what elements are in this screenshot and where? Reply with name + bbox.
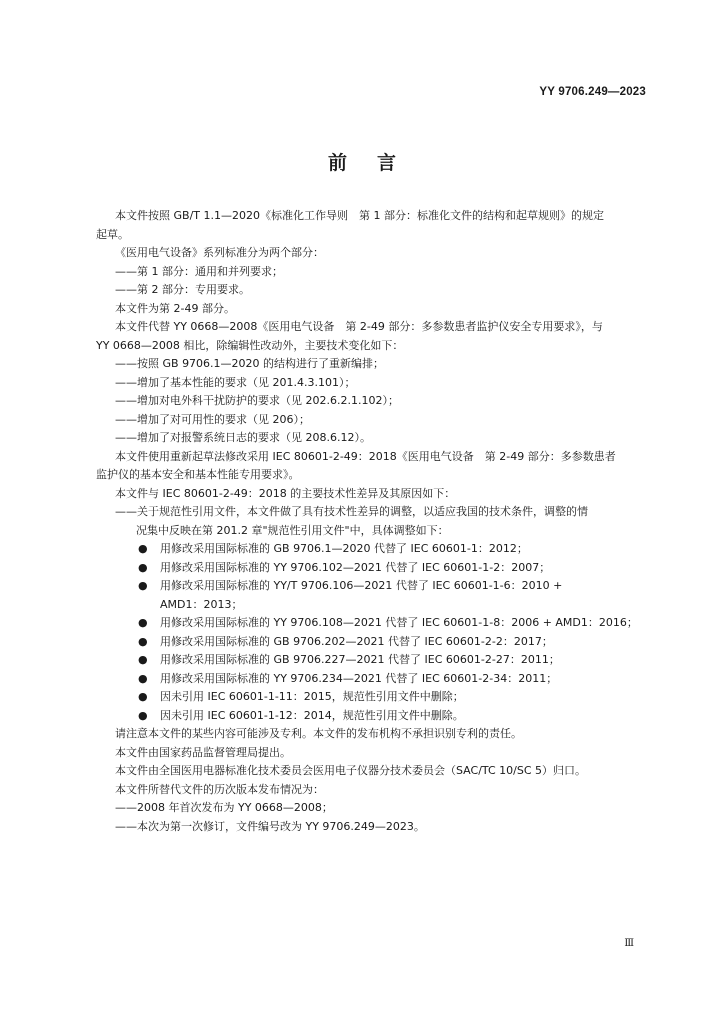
bullet-marker: ● [138, 542, 148, 555]
paragraph: 本文件按照 GB/T 1.1—2020《标准化工作导则 第 1 部分：标准化文件的结构和起草规则》的规定 [115, 209, 604, 222]
paragraph: 本文件由国家药品监督管理局提出。 [115, 745, 291, 759]
page-title: 前言 [327, 152, 426, 174]
bullet-text: 用修改采用国际标准的 GB 9706.1—2020 代替了 IEC 60601-1：2012； [160, 542, 528, 555]
list-item: ——第 1 部分：通用和并列要求； [115, 264, 283, 278]
list-item-continuation: 况集中反映在第 201.2 章"规范性引用文件"中，具体调整如下： [136, 523, 449, 537]
bullet-text: AMD1：2013； [160, 597, 243, 611]
paragraph: 本文件与 IEC 80601-2-49：2018 的主要技术性差异及其原因如下： [115, 486, 456, 500]
bullet-item [96, 540, 648, 559]
paragraph: 本文件由全国医用电器标准化技术委员会医用电子仪器分技术委员会（SAC/TC 10/SC 5）归口。 [115, 764, 587, 777]
bullet-text: 用修改采用国际标准的 GB 9706.227—2021 代替了 IEC 60601-2-27：2011； [160, 653, 560, 666]
bullet-text: 用修改采用国际标准的 YY/T 9706.106—2021 代替了 IEC 60601-1-6：2010 + [160, 579, 563, 592]
bullet-item [96, 577, 648, 596]
bullet-item [96, 559, 648, 578]
bullet-item [96, 707, 648, 726]
bullet-text: 用修改采用国际标准的 GB 9706.202—2021 代替了 IEC 60601-2-2：2017； [160, 634, 553, 648]
bullet-text: 因未引用 IEC 60601-1-12：2014，规范性引用文件中删除。 [160, 708, 464, 722]
bullet-item [96, 670, 648, 689]
bullet-item [96, 633, 648, 652]
list-item: ——增加了基本性能的要求（见 201.4.3.101）； [115, 375, 356, 389]
paragraph-continuation: 监护仪的基本安全和基本性能专用要求》。 [96, 468, 300, 481]
paragraph: 本文件为第 2-49 部分。 [115, 301, 235, 315]
bullet-marker: ● [138, 634, 148, 648]
document-code: YY 9706.249—2023 [539, 86, 646, 98]
list-item: ——按照 GB 9706.1—2020 的结构进行了重新编排； [115, 357, 385, 370]
list-item: ——增加了对可用性的要求（见 206）； [115, 412, 310, 426]
list-item: ——2008 年首次发布为 YY 0668—2008； [115, 801, 333, 814]
bullet-marker: ● [138, 653, 148, 666]
bullet-item [96, 614, 648, 633]
list-item: ——关于规范性引用文件，本文件做了具有技术性差异的调整，以适应我国的技术条件，调整的情 [115, 505, 588, 518]
bullet-item [96, 688, 648, 707]
bullet-marker: ● [138, 690, 148, 703]
foreword-body [96, 207, 648, 836]
paragraph: 本文件使用重新起草法修改采用 IEC 80601-2-49：2018《医用电气设备 第 2-49 部分：多参数患者 [115, 449, 616, 463]
bullet-marker: ● [138, 708, 148, 722]
list-item: ——增加了对报警系统日志的要求（见 208.6.12）。 [115, 431, 371, 444]
paragraph: 本文件代替 YY 0668—2008《医用电气设备 第 2-49 部分：多参数患者监护仪安全专用要求》，与 [115, 320, 603, 333]
bullet-item [96, 651, 648, 670]
bullet-text: 用修改采用国际标准的 YY 9706.234—2021 代替了 IEC 60601-2-34：2011； [160, 671, 558, 685]
page-number: Ⅲ [624, 938, 634, 949]
bullet-text: 用修改采用国际标准的 YY 9706.108—2021 代替了 IEC 60601-1-8：2006 + AMD1：2016； [160, 616, 638, 629]
list-item: ——第 2 部分：专用要求。 [115, 283, 250, 296]
bullet-marker: ● [138, 560, 148, 574]
bullet-marker: ● [138, 616, 148, 629]
paragraph: 请注意本文件的某些内容可能涉及专利。本文件的发布机构不承担识别专利的责任。 [115, 727, 522, 740]
bullet-item-continuation [96, 596, 648, 615]
bullet-text: 因未引用 IEC 60601-1-11：2015，规范性引用文件中删除； [160, 690, 464, 703]
bullet-text: 用修改采用国际标准的 YY 9706.102—2021 代替了 IEC 60601-1-2：2007； [160, 560, 551, 574]
paragraph: 本文件所替代文件的历次版本发布情况为： [115, 782, 324, 796]
paragraph: 《医用电气设备》系列标准分为两个部分： [115, 246, 324, 259]
paragraph-continuation: YY 0668—2008 相比，除编辑性改动外，主要技术变化如下： [96, 338, 404, 352]
bullet-marker: ● [138, 579, 148, 592]
list-item: ——本次为第一次修订，文件编号改为 YY 9706.249—2023。 [115, 819, 425, 833]
paragraph-continuation: 起草。 [96, 227, 129, 241]
list-item: ——增加对电外科干扰防护的要求（见 202.6.2.1.102）； [115, 394, 399, 407]
bullet-marker: ● [138, 671, 148, 685]
